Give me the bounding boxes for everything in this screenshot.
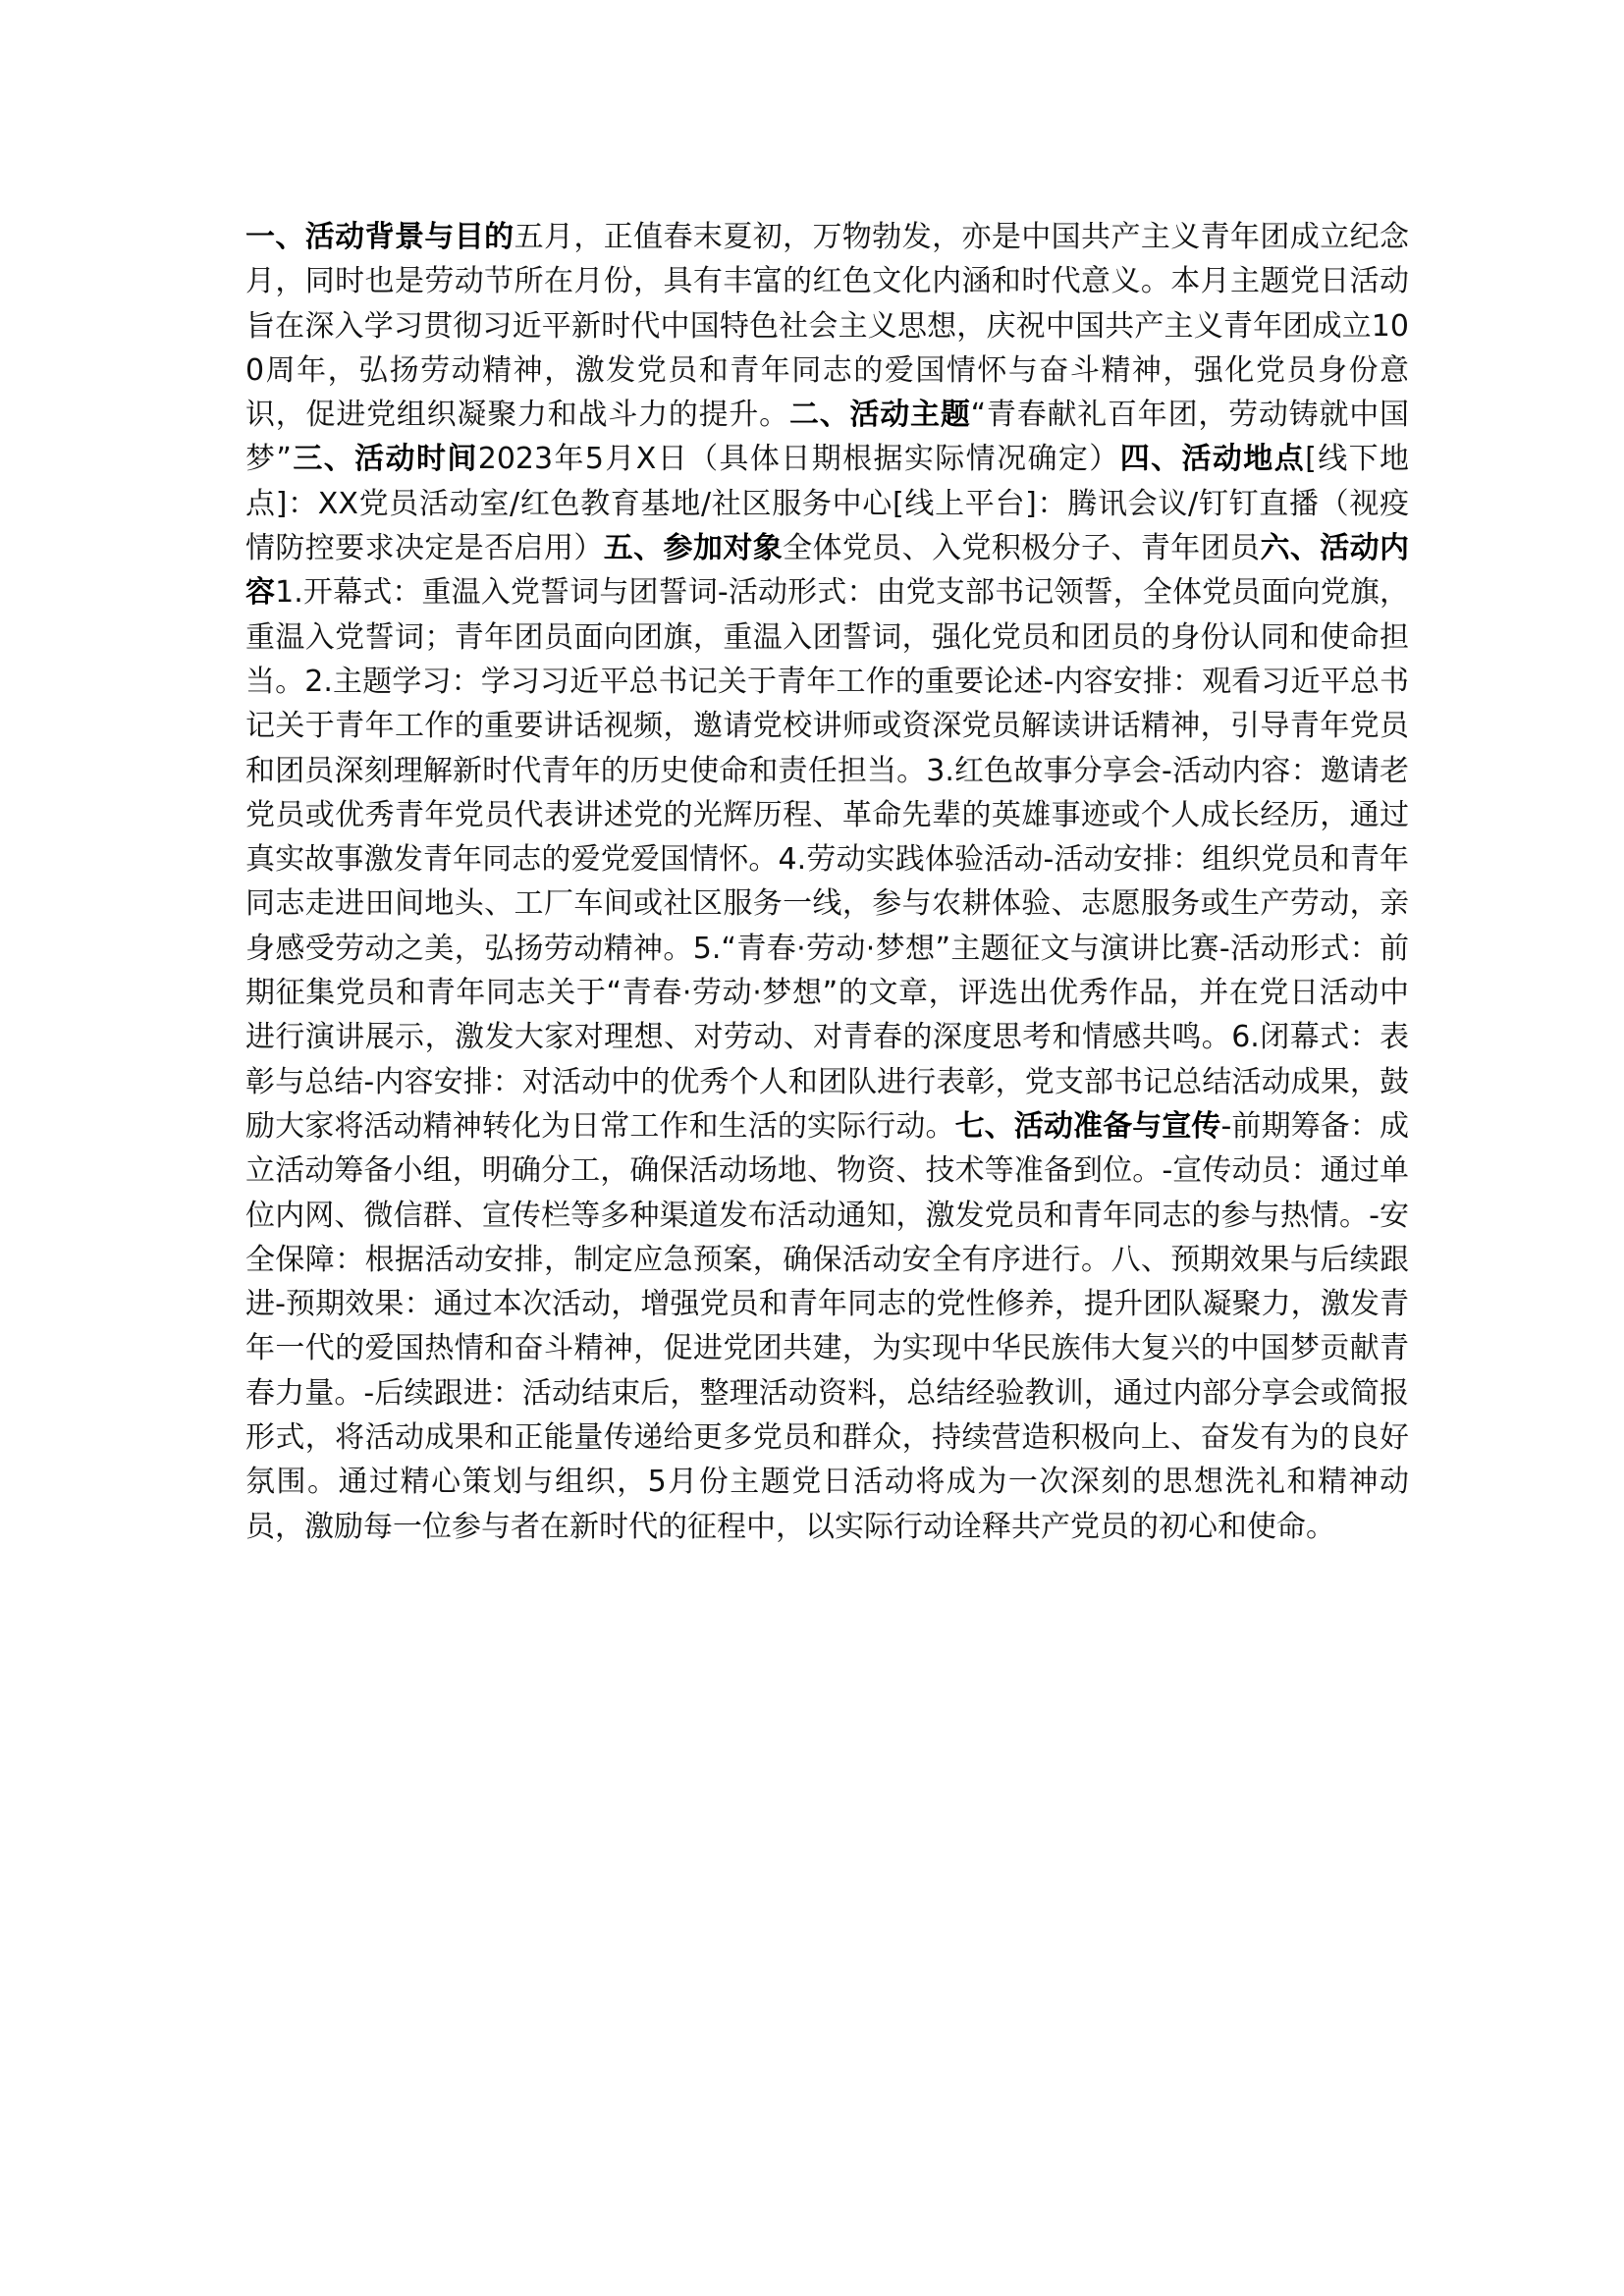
text-activity-location: [线下地点]：XX党员活动室/红色教育基地/社区服务中心[线上平台]：腾讯会议/钉钉直播（视疫情防控要求决定是否启用）	[245, 442, 1409, 566]
heading-activity-location: 四、活动地点	[1119, 442, 1306, 477]
heading-activity-theme: 二、活动主题	[788, 398, 971, 433]
heading-preparation-publicity: 七、活动准备与宣传	[954, 1108, 1221, 1144]
text-participants: 全体党员、入党积极分子、青年团员	[783, 531, 1261, 566]
heading-activity-content: 六、活动内容	[245, 531, 1410, 611]
text-preparation-publicity: -前期筹备：成立活动筹备小组，明确分工，确保活动场地、物资、技术等准备到位。-宣传动员：通过单位内网、微信群、宣传栏等多种渠道发布活动通知，激发党员和青年同志的参与热情。-安全保障：根据活动安排，制定应急预案，确保活动安全有序进行。八、预期效果与后续跟进-预期效果：通过本次活动，增强党员和青年同志的党性修养，提升团队凝聚力，激发青年一代的爱国热情和奋斗精神，促进党团共建，为实现中华民族伟大复兴的中国梦贡献青春力量。-后续跟进：活动结束后，整理活动资料，总结经验教训，通过内部分享会或简报形式，将活动成果和正能量传递给更多党员和群众，持续营造积极向上、奋发有为的良好氛围。通过精心策划与组织，5月份主题党日活动将成为一次深刻的思想洗礼和精神动员，激励每一位参与者在新时代的征程中，以实际行动诠释共产党员的初心和使命。	[245, 1108, 1410, 1544]
text-activity-content: 1.开幕式：重温入党誓词与团誓词-活动形式：由党支部书记领誓，全体党员面向党旗，重温入党誓词；青年团员面向团旗，重温入团誓词，强化党员和团员的身份认同和使命担当。2.主题学习：学习习近平总书记关于青年工作的重要论述-内容安排：观看习近平总书记关于青年工作的重要讲话视频，邀请党校讲师或资深党员解读讲话精神，引导青年党员和团员深刻理解新时代青年的历史使命和责任担当。3.红色故事分享会-活动内容：邀请老党员或优秀青年党员代表讲述党的光辉历程、革命先辈的英雄事迹或个人成长经历，通过真实故事激发青年同志的爱党爱国情怀。4.劳动实践体验活动-活动安排：组织党员和青年同志走进田间地头、工厂车间或社区服务一线，参与农耕体验、志愿服务或生产劳动，亲身感受劳动之美，弘扬劳动精神。5.“青春·劳动·梦想”主题征文与演讲比赛-活动形式：前期征集党员和青年同志关于“青春·劳动·梦想”的文章，评选出优秀作品，并在党日活动中进行演讲展示，激发大家对理想、对劳动、对青春的深度思考和情感共鸣。6.闭幕式：表彰与总结-内容安排：对活动中的优秀个人和团队进行表彰，党支部书记总结活动成果，鼓励大家将活动精神转化为日常工作和生活的实际行动。	[245, 575, 1410, 1144]
heading-participants: 五、参加对象	[603, 531, 784, 566]
heading-background-purpose: 一、活动背景与目的	[245, 220, 514, 254]
text-activity-theme: “青春献礼百年团，劳动铸就中国梦”	[245, 398, 1410, 477]
text-background-purpose: 五月，正值春末夏初，万物勃发，亦是中国共产主义青年团成立纪念月，同时也是劳动节所在月份，具有丰富的红色文化内涵和时代意义。本月主题党日活动旨在深入学习贯彻习近平新时代中国特色社会主义思想，庆祝中国共产主义青年团成立100周年，弘扬劳动精神，激发党员和青年同志的爱国情怀与奋斗精神，强化党员身份意识，促进党组织凝聚力和战斗力的提升。	[245, 220, 1410, 433]
heading-activity-time: 三、活动时间	[291, 442, 478, 477]
document-body	[245, 215, 1409, 1549]
text-activity-time: 2023年5月X日（具体日期根据实际情况确定）	[477, 442, 1120, 477]
